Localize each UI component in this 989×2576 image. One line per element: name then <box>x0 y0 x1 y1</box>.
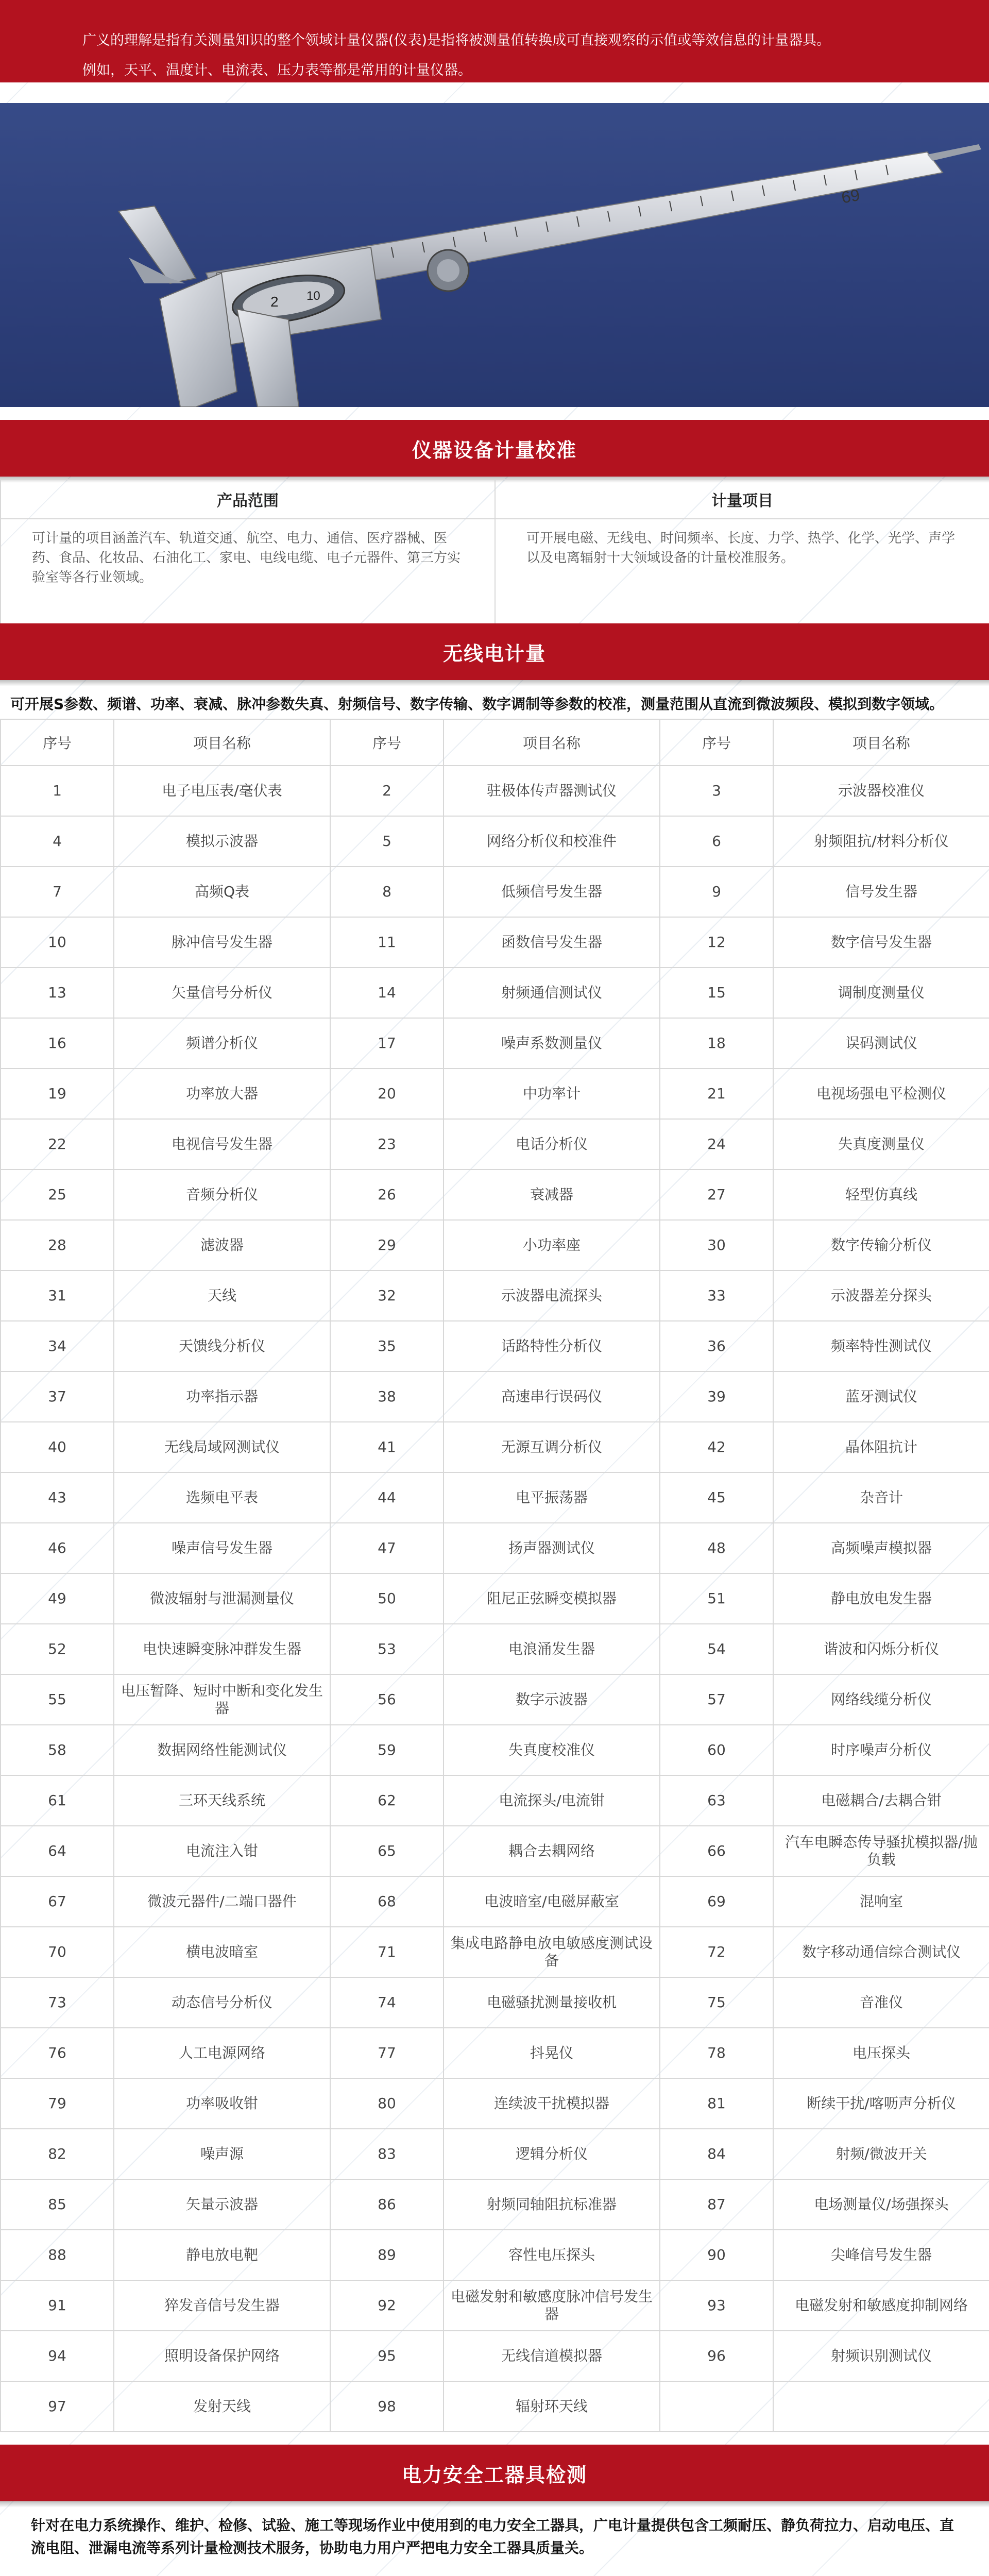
item-name-cell: 无线局域网测试仪 <box>114 1422 330 1472</box>
item-name-cell: 微波辐射与泄漏测量仪 <box>114 1573 330 1624</box>
table-row <box>1 917 989 968</box>
item-number-cell: 8 <box>330 867 444 917</box>
item-number-cell: 35 <box>330 1321 444 1371</box>
caliper-illustration <box>0 103 989 407</box>
item-number-cell: 37 <box>1 1371 114 1422</box>
item-name-cell: 功率吸收钳 <box>114 2078 330 2129</box>
item-number-cell: 83 <box>330 2129 444 2179</box>
item-name-cell: 谐波和闪烁分析仪 <box>773 1624 989 1674</box>
item-number-cell: 14 <box>330 968 444 1018</box>
item-number-cell: 32 <box>330 1270 444 1321</box>
item-name-cell: 频谱分析仪 <box>114 1018 330 1069</box>
item-name-cell: 功率放大器 <box>114 1069 330 1119</box>
item-number-cell: 57 <box>660 1674 773 1725</box>
item-name-cell: 杂音计 <box>773 1472 989 1523</box>
item-number-cell: 3 <box>660 766 773 816</box>
table-row <box>1 1422 989 1472</box>
item-number-cell: 44 <box>330 1472 444 1523</box>
item-number-cell: 34 <box>1 1321 114 1371</box>
item-number-cell: 81 <box>660 2078 773 2129</box>
item-name-cell <box>773 2381 989 2432</box>
item-number-cell: 53 <box>330 1624 444 1674</box>
item-number-cell: 5 <box>330 816 444 867</box>
item-name-cell: 示波器电流探头 <box>444 1270 660 1321</box>
item-name-cell: 噪声源 <box>114 2129 330 2179</box>
scope-header-range: 产品范围 <box>1 480 495 519</box>
item-name-cell: 电快速瞬变脉冲群发生器 <box>114 1624 330 1674</box>
item-name-cell: 发射天线 <box>114 2381 330 2432</box>
item-number-cell: 20 <box>330 1069 444 1119</box>
table-row <box>1 2179 989 2230</box>
item-name-cell: 电磁发射和敏感度抑制网络 <box>773 2280 989 2331</box>
item-number-cell: 11 <box>330 917 444 968</box>
table-row <box>1 1523 989 1573</box>
item-name-cell: 无源互调分析仪 <box>444 1422 660 1472</box>
item-name-cell: 噪声信号发生器 <box>114 1523 330 1573</box>
table-row <box>1 2078 989 2129</box>
item-name-cell: 微波元器件/二端口器件 <box>114 1876 330 1927</box>
item-number-cell: 27 <box>660 1170 773 1220</box>
item-number-cell: 80 <box>330 2078 444 2129</box>
item-number-cell: 36 <box>660 1321 773 1371</box>
item-name-cell: 矢量示波器 <box>114 2179 330 2230</box>
table-row <box>1 1624 989 1674</box>
item-number-cell: 18 <box>660 1018 773 1069</box>
item-number-cell: 85 <box>1 2179 114 2230</box>
item-number-cell: 15 <box>660 968 773 1018</box>
item-number-cell: 25 <box>1 1170 114 1220</box>
item-number-cell: 1 <box>1 766 114 816</box>
item-name-cell: 电视场强电平检测仪 <box>773 1069 989 1119</box>
item-number-cell: 58 <box>1 1725 114 1775</box>
item-name-cell: 数字示波器 <box>444 1674 660 1725</box>
item-name-cell: 电流探头/电流钳 <box>444 1775 660 1826</box>
item-number-cell: 41 <box>330 1422 444 1472</box>
item-number-cell: 74 <box>330 1977 444 2028</box>
item-number-cell: 28 <box>1 1220 114 1270</box>
item-number-cell: 69 <box>660 1876 773 1927</box>
item-number-cell: 70 <box>1 1927 114 1977</box>
item-number-cell: 9 <box>660 867 773 917</box>
item-number-cell: 79 <box>1 2078 114 2129</box>
item-name-cell: 数据网络性能测试仪 <box>114 1725 330 1775</box>
item-name-cell: 耦合去耦网络 <box>444 1826 660 1876</box>
item-name-cell: 汽车电瞬态传导骚扰模拟器/抛负载 <box>773 1826 989 1876</box>
table-row <box>1 2381 989 2432</box>
item-number-cell: 82 <box>1 2129 114 2179</box>
table-row <box>1 1725 989 1775</box>
table-row <box>1 1927 989 1977</box>
item-name-cell: 中功率计 <box>444 1069 660 1119</box>
item-number-cell: 78 <box>660 2028 773 2078</box>
table-row <box>1 1371 989 1422</box>
table-row <box>1 1170 989 1220</box>
item-name-cell: 射频同轴阻抗标准器 <box>444 2179 660 2230</box>
hero-image <box>0 103 989 407</box>
item-name-cell: 电流注入钳 <box>114 1826 330 1876</box>
table-row <box>1 968 989 1018</box>
item-number-cell: 46 <box>1 1523 114 1573</box>
item-name-cell: 照明设备保护网络 <box>114 2331 330 2381</box>
item-name-cell: 无线信道模拟器 <box>444 2331 660 2381</box>
item-name-cell: 函数信号发生器 <box>444 917 660 968</box>
item-name-cell: 电压暂降、短时中断和变化发生器 <box>114 1674 330 1725</box>
item-number-cell: 96 <box>660 2331 773 2381</box>
item-name-cell: 动态信号分析仪 <box>114 1977 330 2028</box>
section-bar-calibration <box>0 420 989 477</box>
item-number-cell: 60 <box>660 1725 773 1775</box>
item-name-cell: 调制度测量仪 <box>773 968 989 1018</box>
table-row <box>1 1270 989 1321</box>
item-number-cell: 86 <box>330 2179 444 2230</box>
item-name-cell: 失真度测量仪 <box>773 1119 989 1170</box>
item-name-cell: 天线 <box>114 1270 330 1321</box>
item-name-cell: 电浪涌发生器 <box>444 1624 660 1674</box>
item-number-cell: 77 <box>330 2028 444 2078</box>
item-number-cell: 38 <box>330 1371 444 1422</box>
item-name-cell: 电压探头 <box>773 2028 989 2078</box>
item-name-cell: 猝发音信号发生器 <box>114 2280 330 2331</box>
item-name-cell: 电视信号发生器 <box>114 1119 330 1170</box>
table-row <box>1 1472 989 1523</box>
item-name-cell: 电磁发射和敏感度脉冲信号发生器 <box>444 2280 660 2331</box>
item-name-cell: 尖峰信号发生器 <box>773 2230 989 2280</box>
item-number-cell: 87 <box>660 2179 773 2230</box>
item-number-cell: 45 <box>660 1472 773 1523</box>
item-name-cell: 电子电压表/毫伏表 <box>114 766 330 816</box>
item-number-cell: 21 <box>660 1069 773 1119</box>
item-name-cell: 三环天线系统 <box>114 1775 330 1826</box>
item-number-cell: 10 <box>1 917 114 968</box>
item-number-cell: 51 <box>660 1573 773 1624</box>
item-name-cell: 集成电路静电放电敏感度测试设备 <box>444 1927 660 1977</box>
item-name-cell: 射频通信测试仪 <box>444 968 660 1018</box>
item-number-cell: 73 <box>1 1977 114 2028</box>
table-row <box>1 2230 989 2280</box>
item-name-cell: 阻尼正弦瞬变模拟器 <box>444 1573 660 1624</box>
radio-header-name-1: 项目名称 <box>114 719 330 766</box>
scope-items-text: 可开展电磁、无线电、时间频率、长度、力学、热学、化学、光学、声学以及电离辐射十大领域设备的计量校准服务。 <box>495 519 989 635</box>
item-name-cell: 数字移动通信综合测试仪 <box>773 1927 989 1977</box>
item-number-cell: 43 <box>1 1472 114 1523</box>
item-name-cell: 选频电平表 <box>114 1472 330 1523</box>
caliper-scale-number: 69 <box>840 185 861 207</box>
item-name-cell: 衰减器 <box>444 1170 660 1220</box>
item-number-cell: 19 <box>1 1069 114 1119</box>
item-name-cell: 容性电压探头 <box>444 2230 660 2280</box>
table-row <box>1 2028 989 2078</box>
item-number-cell: 13 <box>1 968 114 1018</box>
item-name-cell: 时序噪声分析仪 <box>773 1725 989 1775</box>
item-name-cell: 人工电源网络 <box>114 2028 330 2078</box>
item-name-cell: 断续干扰/喀呖声分析仪 <box>773 2078 989 2129</box>
table-row <box>1 1220 989 1270</box>
item-number-cell: 52 <box>1 1624 114 1674</box>
item-number-cell: 95 <box>330 2331 444 2381</box>
table-row <box>1 1674 989 1725</box>
item-name-cell: 驻极体传声器测试仪 <box>444 766 660 816</box>
item-number-cell: 7 <box>1 867 114 917</box>
item-name-cell: 网络线缆分析仪 <box>773 1674 989 1725</box>
table-row <box>1 867 989 917</box>
radio-header-name-2: 项目名称 <box>444 719 660 766</box>
item-number-cell: 89 <box>330 2230 444 2280</box>
item-name-cell: 数字传输分析仪 <box>773 1220 989 1270</box>
item-name-cell: 噪声系数测量仪 <box>444 1018 660 1069</box>
item-number-cell: 56 <box>330 1674 444 1725</box>
item-name-cell: 高速串行误码仪 <box>444 1371 660 1422</box>
radio-header-no-1: 序号 <box>1 719 114 766</box>
item-name-cell: 电磁骚扰测量接收机 <box>444 1977 660 2028</box>
section-bar-power <box>0 2445 989 2501</box>
item-number-cell: 2 <box>330 766 444 816</box>
scope-header-items: 计量项目 <box>495 480 989 519</box>
radio-header-no-3: 序号 <box>660 719 773 766</box>
item-number-cell: 6 <box>660 816 773 867</box>
item-number-cell: 75 <box>660 1977 773 2028</box>
section-title-radio: 无线电计量 <box>442 642 546 665</box>
table-row <box>1 1876 989 1927</box>
item-name-cell: 示波器校准仪 <box>773 766 989 816</box>
item-number-cell: 90 <box>660 2230 773 2280</box>
item-name-cell: 示波器差分探头 <box>773 1270 989 1321</box>
item-number-cell: 50 <box>330 1573 444 1624</box>
item-number-cell: 66 <box>660 1826 773 1876</box>
item-number-cell: 54 <box>660 1624 773 1674</box>
item-number-cell: 62 <box>330 1775 444 1826</box>
radio-items-table <box>0 719 989 2432</box>
item-number-cell: 39 <box>660 1371 773 1422</box>
item-name-cell: 信号发生器 <box>773 867 989 917</box>
item-number-cell: 30 <box>660 1220 773 1270</box>
item-number-cell: 31 <box>1 1270 114 1321</box>
table-row <box>1 1018 989 1069</box>
item-name-cell: 脉冲信号发生器 <box>114 917 330 968</box>
item-name-cell: 抖晃仪 <box>444 2028 660 2078</box>
item-name-cell: 电波暗室/电磁屏蔽室 <box>444 1876 660 1927</box>
table-row <box>1 1069 989 1119</box>
item-number-cell: 16 <box>1 1018 114 1069</box>
item-number-cell: 98 <box>330 2381 444 2432</box>
item-number-cell: 93 <box>660 2280 773 2331</box>
item-number-cell: 92 <box>330 2280 444 2331</box>
item-name-cell: 连续波干扰模拟器 <box>444 2078 660 2129</box>
item-name-cell: 模拟示波器 <box>114 816 330 867</box>
table-row <box>1 1775 989 1826</box>
caliper-digit-right: 10 <box>306 289 320 303</box>
item-number-cell: 63 <box>660 1775 773 1826</box>
item-name-cell: 逻辑分析仪 <box>444 2129 660 2179</box>
item-name-cell: 小功率座 <box>444 1220 660 1270</box>
item-number-cell: 17 <box>330 1018 444 1069</box>
item-name-cell: 音准仪 <box>773 1977 989 2028</box>
radio-header-no-2: 序号 <box>330 719 444 766</box>
item-number-cell: 26 <box>330 1170 444 1220</box>
item-name-cell: 电话分析仪 <box>444 1119 660 1170</box>
radio-header-name-3: 项目名称 <box>773 719 989 766</box>
item-name-cell: 轻型仿真线 <box>773 1170 989 1220</box>
item-number-cell: 47 <box>330 1523 444 1573</box>
item-name-cell: 晶体阻抗计 <box>773 1422 989 1472</box>
item-name-cell: 失真度校准仪 <box>444 1725 660 1775</box>
item-name-cell: 矢量信号分析仪 <box>114 968 330 1018</box>
scope-range-text: 可计量的项目涵盖汽车、轨道交通、航空、电力、通信、医疗器械、医药、食品、化妆品、石油化工、家电、电线电缆、电子元器件、第三方实验室等各行业领域。 <box>1 519 495 635</box>
item-name-cell: 网络分析仪和校准件 <box>444 816 660 867</box>
item-name-cell: 混响室 <box>773 1876 989 1927</box>
item-name-cell: 射频阻抗/材料分析仪 <box>773 816 989 867</box>
power-intro: 针对在电力系统操作、维护、检修、试验、施工等现场作业中使用到的电力安全工器具，广电计量提供包含工频耐压、静负荷拉力、启动电压、直流电阻、泄漏电流等系列计量检测技术服务，协助电力用户严把电力安全工器具质量关。 <box>31 2517 954 2556</box>
radio-intro: 可开展S参数、频谱、功率、衰减、脉冲参数失真、射频信号、数字传输、数字调制等参数的校准，测量范围从直流到微波频段、模拟到数字领域。 <box>10 696 944 713</box>
item-number-cell: 42 <box>660 1422 773 1472</box>
item-number-cell: 65 <box>330 1826 444 1876</box>
item-number-cell: 72 <box>660 1927 773 1977</box>
item-number-cell: 33 <box>660 1270 773 1321</box>
item-name-cell: 功率指示器 <box>114 1371 330 1422</box>
intro-line-2: 例如，天平、温度计、电流表、压力表等都是常用的计量仪器。 <box>82 62 472 78</box>
item-name-cell: 电场测量仪/场强探头 <box>773 2179 989 2230</box>
item-number-cell: 48 <box>660 1523 773 1573</box>
item-number-cell: 71 <box>330 1927 444 1977</box>
item-number-cell: 49 <box>1 1573 114 1624</box>
item-number-cell: 55 <box>1 1674 114 1725</box>
section-title-calibration: 仪器设备计量校准 <box>412 438 577 462</box>
item-name-cell: 误码测试仪 <box>773 1018 989 1069</box>
item-name-cell: 音频分析仪 <box>114 1170 330 1220</box>
table-row <box>1 2129 989 2179</box>
item-number-cell: 23 <box>330 1119 444 1170</box>
item-number-cell: 84 <box>660 2129 773 2179</box>
item-number-cell: 59 <box>330 1725 444 1775</box>
item-number-cell: 12 <box>660 917 773 968</box>
item-name-cell: 电平振荡器 <box>444 1472 660 1523</box>
item-name-cell: 天馈线分析仪 <box>114 1321 330 1371</box>
item-name-cell: 静电放电发生器 <box>773 1573 989 1624</box>
item-number-cell: 67 <box>1 1876 114 1927</box>
item-name-cell: 频率特性测试仪 <box>773 1321 989 1371</box>
item-name-cell: 话路特性分析仪 <box>444 1321 660 1371</box>
table-row <box>1 1977 989 2028</box>
item-number-cell: 94 <box>1 2331 114 2381</box>
item-number-cell: 4 <box>1 816 114 867</box>
table-row <box>1 1826 989 1876</box>
item-number-cell: 97 <box>1 2381 114 2432</box>
item-number-cell: 40 <box>1 1422 114 1472</box>
item-name-cell: 滤波器 <box>114 1220 330 1270</box>
item-name-cell: 电磁耦合/去耦合钳 <box>773 1775 989 1826</box>
table-row <box>1 2280 989 2331</box>
item-number-cell: 29 <box>330 1220 444 1270</box>
item-name-cell: 蓝牙测试仪 <box>773 1371 989 1422</box>
table-row <box>1 2331 989 2381</box>
table-row <box>1 1321 989 1371</box>
item-number-cell: 76 <box>1 2028 114 2078</box>
item-name-cell: 数字信号发生器 <box>773 917 989 968</box>
item-number-cell: 88 <box>1 2230 114 2280</box>
item-name-cell: 扬声器测试仪 <box>444 1523 660 1573</box>
intro-line-1: 广义的理解是指有关测量知识的整个领域计量仪器(仪表)是指将被测量值转换成可直接观察的示值或等效信息的计量器具。 <box>82 32 831 48</box>
item-name-cell: 静电放电靶 <box>114 2230 330 2280</box>
section-bar-radio <box>0 623 989 680</box>
item-number-cell: 68 <box>330 1876 444 1927</box>
table-row <box>1 816 989 867</box>
section-title-power: 电力安全工器具检测 <box>401 2463 587 2486</box>
table-row <box>1 1573 989 1624</box>
caliper-digit-left: 2 <box>270 294 279 310</box>
item-name-cell: 辐射环天线 <box>444 2381 660 2432</box>
intro-banner <box>0 0 989 82</box>
item-number-cell: 64 <box>1 1826 114 1876</box>
item-number-cell: 24 <box>660 1119 773 1170</box>
item-name-cell: 低频信号发生器 <box>444 867 660 917</box>
calibration-scope-table <box>0 479 989 636</box>
table-row <box>1 766 989 816</box>
item-number-cell: 91 <box>1 2280 114 2331</box>
item-name-cell: 射频识别测试仪 <box>773 2331 989 2381</box>
item-number-cell <box>660 2381 773 2432</box>
table-row <box>1 1119 989 1170</box>
item-name-cell: 高频Q表 <box>114 867 330 917</box>
item-number-cell: 61 <box>1 1775 114 1826</box>
item-number-cell: 22 <box>1 1119 114 1170</box>
item-name-cell: 射频/微波开关 <box>773 2129 989 2179</box>
item-name-cell: 横电波暗室 <box>114 1927 330 1977</box>
item-name-cell: 高频噪声模拟器 <box>773 1523 989 1573</box>
